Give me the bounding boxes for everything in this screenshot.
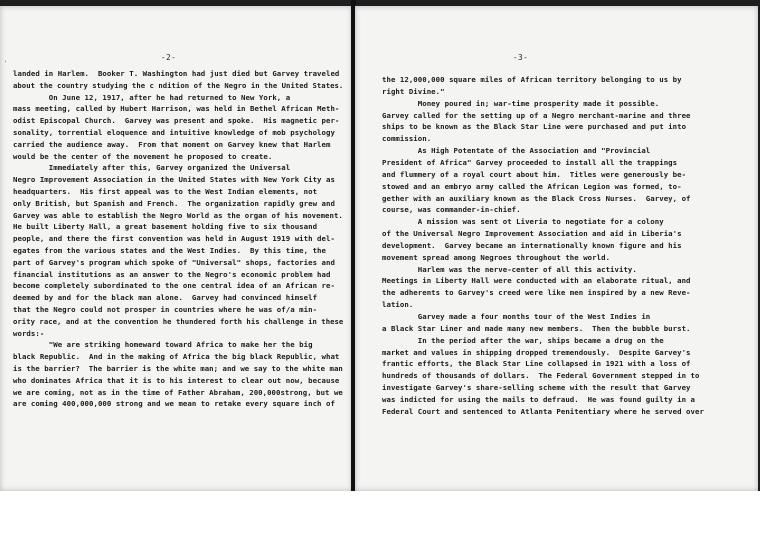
left-page-text <box>0 6 352 491</box>
text-line: was indicted for using the mails to defraud. He was found guilty in a <box>382 394 695 404</box>
text-line: are coming 400,000,000 strong and we mean to retake every square inch of <box>13 399 335 409</box>
text-line: Garvey called for the setting up of a Negro merchant-marine and three <box>382 110 691 120</box>
text-line: words:- <box>13 328 45 338</box>
text-line: frantic efforts, the Black Star Line collapsed in 1921 with a loss of <box>382 359 691 369</box>
text-line: Negro Improvement Association in the United States with New York City as <box>13 175 335 185</box>
text-line: carried the audience away. From that moment on Garvey knew that Harlem <box>13 139 331 149</box>
text-line: Federal Court and sentenced to Atlanta Penitentiary where he served over <box>382 406 704 416</box>
text-line: As High Potentate of the Association and "Provincial <box>382 146 651 156</box>
text-line: right Divine." <box>382 86 445 96</box>
text-line: course, was commander-in-chief. <box>382 205 521 215</box>
text-line: part of Garvey's program which spoke of "Universal" shops, factories and <box>13 257 335 267</box>
text-line: lation. <box>382 300 414 310</box>
text-line: Harlem was the nerve-center of all this activity. <box>382 264 637 274</box>
text-line: of the Universal Negro Improvement Association and aid in Liberia's <box>382 229 682 239</box>
text-line: black Republic. And in the making of Africa the big black Republic, what <box>13 352 340 362</box>
text-line: movement spread among Negroes throughout the world. <box>382 252 611 262</box>
text-line: A mission was sent ot Liveria to negotiate for a colony <box>382 217 664 227</box>
scan-margin <box>0 491 760 537</box>
text-line: who dominates Africa that it is to his interest to clear out now, because <box>13 375 340 385</box>
text-line: only British, but Spanish and French. The organization rapidly grew and <box>13 198 335 208</box>
text-line: He built Liberty Hall, a great basement holding five to six thousand <box>13 222 318 232</box>
text-line: financial institutions as an answer to the Negro's economic problem had <box>13 269 331 279</box>
text-line: development. Garvey became an internationally known figure and his <box>382 240 682 250</box>
text-line: the 12,000,000 square miles of African territory belonging to us by <box>382 75 682 84</box>
right-page-number: -3- <box>513 53 529 62</box>
text-line: mass meeting, called by Hubert Harrison, was held in Bethel African Meth- <box>13 104 340 114</box>
text-line: stowed and an embryo army called the African Legion was formed, to- <box>382 181 682 191</box>
page-tick-mark: ' <box>4 60 8 67</box>
text-line: In the period after the war, ships became a drug on the <box>382 335 664 345</box>
text-line: sonality, torrential eloquence and intuitive knowledge of mob psychology <box>13 128 335 137</box>
text-line: the adherents to Garvey's creed were like men inspired by a new Reve- <box>382 288 691 298</box>
text-line: commission. <box>382 134 432 144</box>
text-line: deemed by and for the black man alone. Garvey had convinced himself <box>13 293 318 303</box>
text-line: gether with an auxiliary known as the Black Cross Nurses. Garvey, of <box>382 193 691 203</box>
right-page <box>355 6 758 491</box>
left-page <box>0 6 352 491</box>
text-line: and flummery of a royal court about him. Titles were generously be- <box>382 169 687 179</box>
text-line: a Black Star Liner and made many new members. Then the bubble burst. <box>382 323 691 333</box>
text-line: that the Negro could not prosper in countries where he was of/a min- <box>13 305 318 314</box>
text-line: President of Africa" Garvey proceeded to install all the trappings <box>382 157 678 167</box>
text-line: On June 12, 1917, after he had returned to New York, a <box>13 92 291 102</box>
text-line: headquarters. His first appeal was to the West Indian elements, not <box>13 187 318 196</box>
text-line: people, and there the first convention was held in August 1919 with del- <box>13 234 335 244</box>
text-line: is the barrier? The barrier is the white man; and we say to the white man <box>13 364 343 373</box>
text-line: about the country studying the c ndition of the Negro in the United States. <box>13 80 344 90</box>
text-line: market and values in shipping dropped tremendously. Despite Garvey's <box>382 347 691 357</box>
text-line: become completely subordinated to the one central idea of an African re- <box>13 281 335 291</box>
text-line: landed in Harlem. Booker T. Washington had just died but Garvey traveled <box>13 69 340 78</box>
text-line: ority race, and at the convention he thundered forth his challenge in these <box>13 316 344 326</box>
text-line: hundreds of thousands of dollars. The Federal Government stepped in to <box>382 371 700 381</box>
text-line: Money poured in; war-time prosperity made it possible. <box>382 98 660 108</box>
text-line: "We are striking homeward toward Africa to make her the big <box>13 340 313 350</box>
text-line: ships to be known as the Black Star Line were purchased and put into <box>382 122 687 132</box>
text-line: Meetings in Liberty Hall were conducted with an elaborate ritual, and <box>382 276 691 286</box>
text-line: we are coming, not as in the time of Father Abraham, 200,000strong, but we <box>13 387 343 397</box>
text-line: odist Episcopal Church. Garvey was present and spoke. His magnetic per- <box>13 116 340 126</box>
text-line: investigate Garvey's share-selling scheme with the result that Garvey <box>382 383 691 393</box>
text-line: egates from the various states and the West Indies. By this time, the <box>13 246 326 255</box>
text-line: Garvey made a four months tour of the West Indies in <box>382 312 651 321</box>
right-page-text <box>355 6 758 491</box>
left-page-number: -2- <box>161 53 177 62</box>
text-line: Garvey was able to establish the Negro World as the organ of his movement. <box>13 210 343 220</box>
text-line: Immediately after this, Garvey organized the Universal <box>13 163 291 173</box>
text-line: would be the center of the movement he proposed to create. <box>13 151 273 161</box>
